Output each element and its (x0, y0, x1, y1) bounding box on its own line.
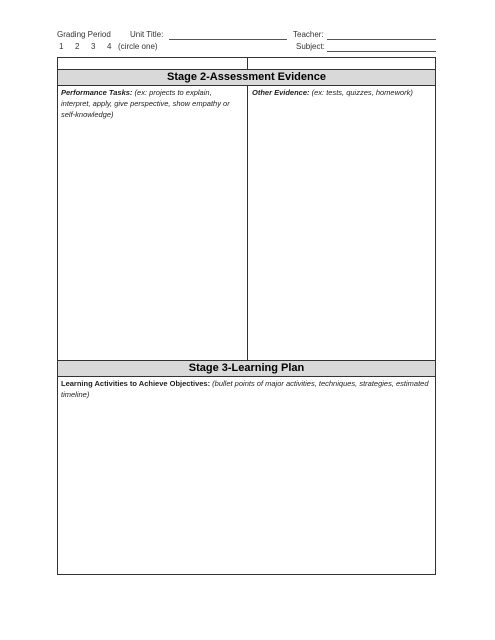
table-column-divider (247, 57, 248, 69)
period-option-1[interactable]: 1 (59, 42, 64, 51)
stage2-heading: Stage 2-Assessment Evidence (58, 70, 435, 85)
period-option-2[interactable]: 2 (75, 42, 80, 51)
other-evidence-label: Other Evidence: (252, 88, 310, 97)
unit-title-field[interactable] (169, 39, 287, 40)
period-option-3[interactable]: 3 (91, 42, 96, 51)
period-option-4[interactable]: 4 (107, 42, 112, 51)
other-evidence-cell[interactable] (252, 87, 432, 98)
unit-title-label: Unit Title: (130, 30, 164, 39)
stage3-heading: Stage 3-Learning Plan (58, 361, 435, 376)
subject-field[interactable] (327, 51, 436, 52)
performance-tasks-cell[interactable] (61, 87, 243, 120)
other-evidence-hint: (ex: tests, quizzes, homework) (311, 88, 413, 97)
teacher-field[interactable] (327, 39, 436, 40)
subject-label: Subject: (296, 42, 325, 51)
learning-activities-label: Learning Activities to Achieve Objectives: (61, 379, 211, 388)
performance-tasks-label: Performance Tasks: (61, 88, 133, 97)
learning-activities-cell[interactable] (61, 378, 431, 400)
table-column-divider (247, 85, 248, 360)
circle-one-note: (circle one) (118, 42, 158, 51)
performance-tasks-hint: (ex: projects to explain, interpret, apply, give perspective, show empathy or self-knowledge) (61, 88, 230, 119)
teacher-label: Teacher: (293, 30, 324, 39)
table-divider (57, 376, 436, 377)
learning-activities-hint: (bullet points of major activities, techniques, strategies, estimated timeline) (61, 379, 429, 399)
grading-period-label: Grading Period (57, 30, 111, 39)
